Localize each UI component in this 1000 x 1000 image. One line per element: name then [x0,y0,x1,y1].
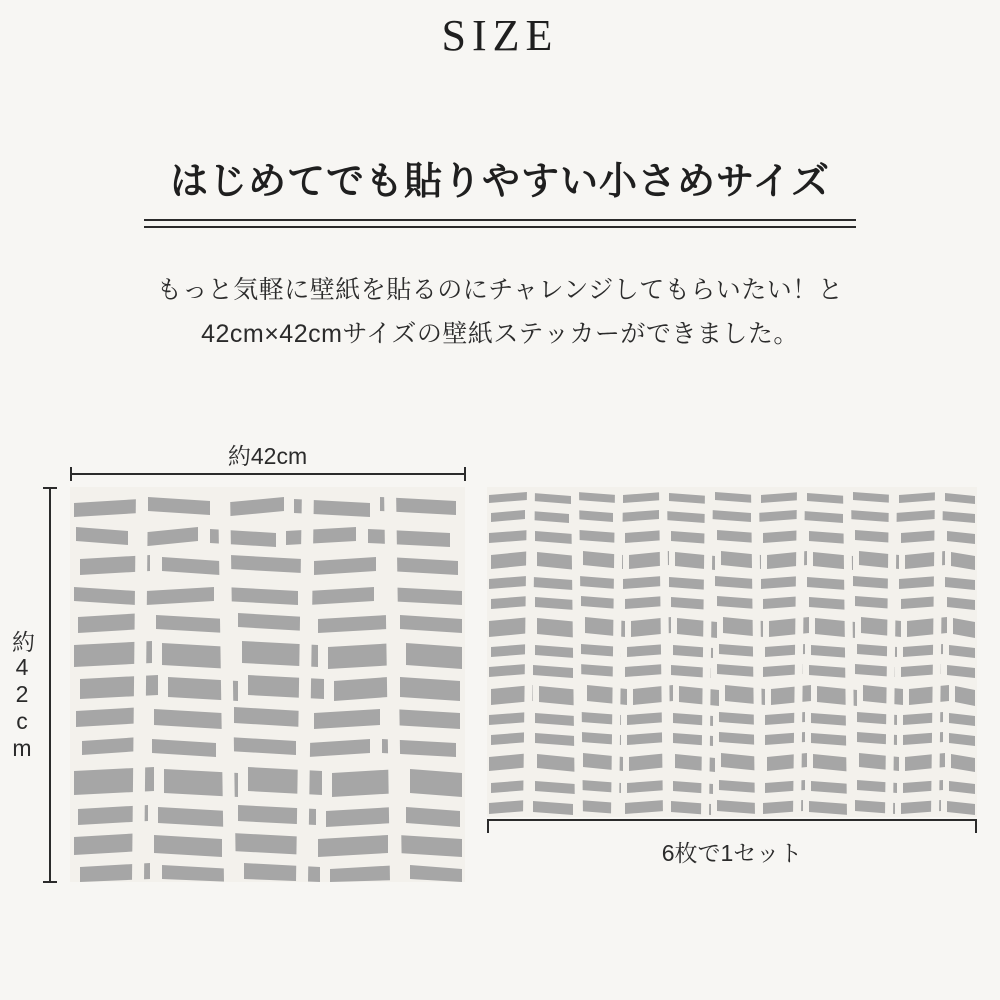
page-title: SIZE [441,11,559,60]
headline-rule-bottom [144,226,856,228]
headline-rule-top [144,219,856,221]
set-count-label: 6枚で1セット [661,840,803,866]
pattern-single [70,487,465,882]
pattern-set [487,487,977,817]
single-sheet-preview [70,487,465,882]
lead-paragraph [0,268,1000,356]
width-dimension-line [70,466,466,482]
lead-line-2: 42cm×42cmサイズの壁紙ステッカーができました。 [201,320,799,348]
lead-line-1: もっと気軽に壁紙を貼るのにチャレンジしてもらいたい！と [156,276,844,304]
height-dimension-line [42,487,58,883]
height-dimension-label: 約42cm [9,630,35,762]
six-sheet-set-preview [487,487,977,817]
size-diagram [0,430,1000,930]
headline-block [0,150,1000,228]
set-dimension-line [487,818,978,834]
width-dimension-label: 約42cm [227,443,308,469]
headline-text: はじめてでも貼りやすい小さめサイズ [170,161,830,203]
